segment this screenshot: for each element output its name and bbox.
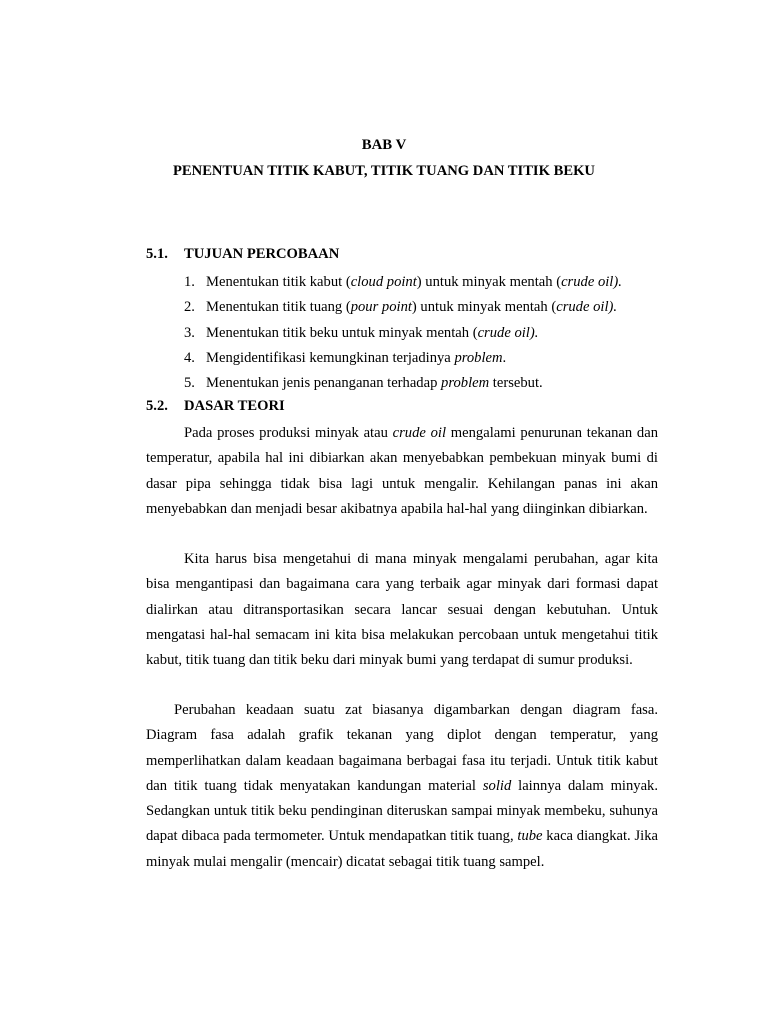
section-title: DASAR TEORI	[184, 398, 285, 414]
paragraph-italic: tube	[517, 828, 543, 845]
list-item-italic: pour point	[350, 299, 412, 316]
list-item-italic: problem	[441, 375, 490, 392]
paragraph-2: Kita harus bisa mengetahui di mana minyak mengalami perubahan, agar kita bisa mengantipasi dan bagaimana cara yang terbaik agar minyak dari formasi dapat dialirkan atau ditransportasikan secara lancar sesuai dengan kebutuhan. Untuk mengatasi hal-hal semacam ini kita bisa melakukan percobaan untuk mengetahui titik kabut, titik tuang dan titik beku dari minyak bumi yang terdapat di sumur produksi.	[146, 551, 658, 669]
section-number: 5.2.	[146, 398, 168, 414]
section-number: 5.1.	[146, 246, 168, 262]
list-item-italic: crude oil).	[477, 324, 539, 341]
paragraph-text: Perubahan keadaan suatu zat biasanya digambarkan dengan diagram fasa. Diagram fasa adalah grafik tekanan yang diplot dengan temperatur, yang memperlihatkan dalam keadaan bagaimana berbagai fasa itu terjadi. Untuk titik kabut dan titik tuang tidak menyatakan kandungan material	[146, 702, 658, 794]
list-item-text: Menentukan titik tuang (	[206, 299, 351, 316]
list-item-text: ) untuk minyak mentah (	[411, 299, 557, 316]
list-item-number: 4.	[184, 349, 195, 366]
list-item-italic: cloud point	[350, 274, 417, 290]
list-item-number: 1.	[184, 274, 195, 290]
section-title: TUJUAN PERCOBAAN	[184, 246, 340, 262]
paragraph-text: mengalami penurunan tekanan dan temperatur, apabila hal ini dibiarkan akan menyebabkan pembekuan minyak bumi di dasar pipa sehingga tidak bisa lagi untuk mengalir. Kehilangan panas ini akan menyebabkan dan menjadi besar akibatnya apabila hal-hal yang diinginkan dibiarkan.	[146, 425, 658, 517]
list-item-italic: crude oil).	[561, 274, 622, 290]
paragraph-text: kaca diangkat. Jika minyak mulai mengalir (mencair) dicatat sebagai titik tuang sampel.	[146, 828, 658, 870]
list-item-text: .	[502, 349, 507, 366]
section-heading-dasar-teori	[146, 398, 285, 415]
chapter-title: PENENTUAN TITIK KABUT, TITIK TUANG DAN TITIK BEKU	[173, 163, 595, 179]
paragraph-text: Pada proses produksi minyak atau	[184, 425, 393, 441]
list-item	[184, 296, 622, 321]
list-item	[184, 271, 622, 296]
list-item	[184, 372, 622, 397]
list-item-text: ) untuk minyak mentah (	[416, 274, 562, 290]
list-item	[184, 347, 622, 372]
list-item-number: 5.	[184, 375, 195, 392]
section-heading-tujuan	[146, 246, 339, 263]
paragraph-text: lainnya dalam minyak. Sedangkan untuk titik beku pendinginan diteruskan sampai minyak membeku, suhunya dapat dibaca pada termometer. Untuk mendapatkan titik tuang,	[146, 777, 658, 845]
paragraph-italic: solid	[482, 777, 512, 794]
list-item-number: 3.	[184, 324, 195, 341]
objectives-list	[184, 271, 622, 397]
list-item-text: Menentukan titik kabut (	[206, 274, 351, 290]
list-item-text: Menentukan titik beku untuk minyak mentah (	[206, 324, 478, 341]
chapter-number: BAB V	[361, 137, 407, 153]
paragraph-3	[146, 698, 658, 875]
list-item	[184, 322, 622, 347]
list-item-number: 2.	[184, 299, 195, 316]
list-item-text: tersebut.	[489, 375, 543, 392]
list-item-text: Menentukan jenis penanganan terhadap	[206, 375, 442, 392]
list-item-italic: problem	[454, 349, 503, 366]
paragraph-italic: crude oil	[392, 425, 447, 441]
paragraph-1	[146, 421, 658, 522]
list-item-italic: crude oil).	[556, 299, 618, 316]
list-item-text: Mengidentifikasi kemungkinan terjadinya	[206, 349, 455, 366]
